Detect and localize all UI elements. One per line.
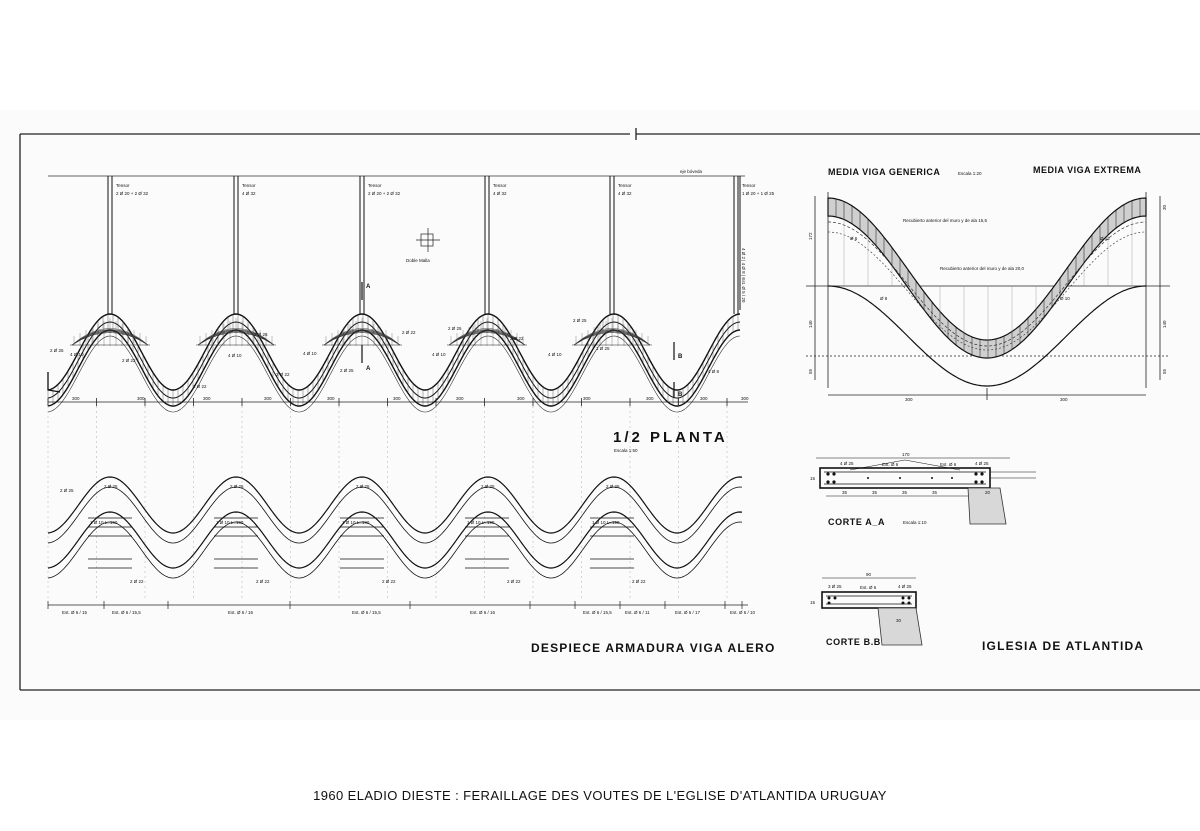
viga-right-dim-3: 55 xyxy=(1162,368,1167,374)
plan-bar-label-8: 4 Ø 10 xyxy=(303,351,317,356)
despiece-label-left: 2 Ø 25 xyxy=(60,488,74,493)
estribo-label-2: Est. Ø 6 / 15,5 xyxy=(112,610,141,615)
corte-aa-dim-4: 35 xyxy=(932,490,938,495)
viga-stirrup-label-2: Ø 8 xyxy=(880,296,888,301)
corte-aa-side: 15 xyxy=(810,476,816,481)
plan-dim-value-3: 300 xyxy=(203,396,211,401)
section-mark-b-bottom: B xyxy=(678,392,683,398)
estribo-label-5: Est. Ø 6 / 16 xyxy=(470,610,496,615)
tensor-label-3: Tensor xyxy=(368,183,382,188)
corte-bb-label-2: Est. Ø 6 xyxy=(860,585,877,590)
plan-bar-label-14: 4 Ø 10 xyxy=(548,352,562,357)
corte-aa-dim-3: 35 xyxy=(902,490,908,495)
plan-dim-value-1: 300 xyxy=(72,396,80,401)
corte-bb-title: CORTE B.B xyxy=(826,637,881,647)
plan-bar-label-12: 2 Ø 25 xyxy=(448,326,462,331)
figure-caption: 1960 ELADIO DIESTE : FERAILLAGE DES VOUTES DE L'EGLISE D'ATLANTIDA URUGUAY xyxy=(313,788,887,803)
plan-dim-value-4: 300 xyxy=(264,396,272,401)
viga-bottom-dim-1: 300 xyxy=(905,397,913,402)
plan-bar-label-9: 2 Ø 25 xyxy=(340,368,354,373)
tensor-spec-1: 2 Ø 20 + 2 Ø 32 xyxy=(116,191,149,196)
plan-bar-label-16: 1 Ø 25 xyxy=(596,346,610,351)
doble-malla-label: Doble Malla xyxy=(406,258,430,263)
media-extrema-title: MEDIA VIGA EXTREMA xyxy=(1033,165,1142,175)
despiece-label-mid-5: 1 Ø 10 L=190 xyxy=(592,520,620,525)
despiece-label-bot-5: 2 Ø 22 xyxy=(632,579,646,584)
estribos-note: 4 Ø 2 | 4 Ø 8 | Est. Ø 5 / 20 xyxy=(741,248,746,303)
viga-left-dim-1: 172 xyxy=(808,232,813,240)
estribo-label-3: Est. Ø 6 / 16 xyxy=(228,610,254,615)
plan-dim-value-6: 300 xyxy=(393,396,401,401)
corte-bb-label-1: 3 Ø 25 xyxy=(828,584,842,589)
tensor-label-1: Tensor xyxy=(116,183,130,188)
plan-axis-label: eje bóveda xyxy=(680,169,703,174)
corte-bb-dim-total: 90 xyxy=(866,572,872,577)
estribo-label-4: Est. Ø 6 / 15,5 xyxy=(352,610,381,615)
corte-aa-dim-2: 35 xyxy=(872,490,878,495)
plan-dim-value-10: 300 xyxy=(646,396,654,401)
despiece-label-mid-1: 1 Ø 10 L=190 xyxy=(90,520,118,525)
corte-bb-side: 15 xyxy=(810,600,816,605)
despiece-label-bot-4: 2 Ø 22 xyxy=(507,579,521,584)
plan-dim-value-2: 300 xyxy=(137,396,145,401)
plan-bar-label-5: 4 Ø 10 xyxy=(228,353,242,358)
viga-stirrup-label-1: Ø 6 xyxy=(850,236,858,241)
plan-dim-value-9: 300 xyxy=(583,396,591,401)
plan-bar-label-7: 2 Ø 22 xyxy=(276,372,290,377)
viga-note-1: Recubierto anterior del muro y de ala 15,5 xyxy=(903,218,988,223)
corte-aa-label-2: Est. Ø 6 xyxy=(882,462,899,467)
estribo-label-7: Est. Ø 6 / 11 xyxy=(625,610,650,615)
estribo-label-1: Est. Ø 6 / 15 xyxy=(62,610,88,615)
plan-dim-value-7: 300 xyxy=(456,396,464,401)
planta-title: 1/2 PLANTA xyxy=(613,429,728,446)
corte-aa-title: CORTE A_A xyxy=(828,517,886,527)
estribo-label-6: Est. Ø 6 / 15,5 xyxy=(583,610,612,615)
plan-bar-label-2: 4 Ø 10 xyxy=(70,352,84,357)
viga-right-dim-1: 30 xyxy=(1162,204,1167,210)
corte-bb-column xyxy=(878,608,922,645)
despiece-label-bot-1: 2 Ø 22 xyxy=(130,579,144,584)
tensor-label-6: Tensor xyxy=(742,183,756,188)
despiece-label-top-5: 2 Ø 25 xyxy=(606,484,620,489)
planta-scale: Escala 1:50 xyxy=(614,448,638,453)
despiece-label-top-2: 2 Ø 25 xyxy=(230,484,244,489)
plan-dim-value-12: 300 xyxy=(741,396,749,401)
corte-aa-label-3: Est. Ø 6 xyxy=(940,462,957,467)
estribo-label-9: Est. Ø 6 / 10 xyxy=(730,610,756,615)
tensor-label-4: Tensor xyxy=(493,183,507,188)
despiece-label-top-4: 2 Ø 25 xyxy=(481,484,495,489)
plan-dim-value-5: 300 xyxy=(327,396,335,401)
plan-bar-label-11: 4 Ø 10 xyxy=(432,352,446,357)
tensor-spec-6: 1 Ø 20 + 1 Ø 25 xyxy=(742,191,775,196)
plan-bar-label-13: 2 Ø 22 xyxy=(510,336,524,341)
plan-bar-label-17: 4 Ø 8 xyxy=(708,369,720,374)
plan-bar-label-10: 2 Ø 22 xyxy=(402,330,416,335)
plan-bar-label-15: 2 Ø 25 xyxy=(573,318,587,323)
tensor-spec-4: 4 Ø 32 xyxy=(493,191,507,196)
corte-aa-dim-total: 170 xyxy=(902,452,910,457)
viga-bottom-dim-2: 300 xyxy=(1060,397,1068,402)
section-mark-a-top: A xyxy=(366,284,371,290)
paper-sheet xyxy=(0,110,1200,720)
viga-stirrup-label-3: Ø 10 xyxy=(1060,296,1070,301)
tensor-label-2: Tensor xyxy=(242,183,256,188)
despiece-label-top-1: 2 Ø 25 xyxy=(104,484,118,489)
corte-aa-scale: Escala 1:10 xyxy=(903,520,927,525)
corte-aa-dim-5: 20 xyxy=(985,490,991,495)
despiece-label-bot-3: 2 Ø 22 xyxy=(382,579,396,584)
corte-aa-label-4: 4 Ø 25 xyxy=(975,461,989,466)
media-generica-title: MEDIA VIGA GENERICA xyxy=(828,167,941,177)
plan-dim-value-8: 300 xyxy=(517,396,525,401)
plan-bar-label-4: 2 Ø 22 xyxy=(193,384,207,389)
tensor-label-5: Tensor xyxy=(618,183,632,188)
viga-left-dim-3: 55 xyxy=(808,368,813,374)
corte-bb-label-3: 4 Ø 25 xyxy=(898,584,912,589)
despiece-label-mid-3: 1 Ø 10 L=190 xyxy=(342,520,370,525)
despiece-title: DESPIECE ARMADURA VIGA ALERO xyxy=(531,641,776,655)
despiece-label-mid-4: 1 Ø 10 L=190 xyxy=(467,520,495,525)
corte-aa-dim-1: 35 xyxy=(842,490,848,495)
iglesia-title: IGLESIA DE ATLANTIDA xyxy=(982,639,1145,653)
section-mark-b-top: B xyxy=(678,354,683,360)
media-generica-scale: Escala 1:20 xyxy=(958,171,982,176)
estribo-label-8: Est. Ø 6 / 17 xyxy=(675,610,701,615)
tensor-spec-2: 4 Ø 32 xyxy=(242,191,256,196)
viga-right-dim-2: 140 xyxy=(1162,320,1167,328)
plan-bar-label-6: 2 Ø 25 xyxy=(254,332,268,337)
despiece-label-mid-2: 1 Ø 10 L=190 xyxy=(216,520,244,525)
viga-left-dim-2: 140 xyxy=(808,320,813,328)
viga-stirrup-label-4: Ø 12 xyxy=(1100,236,1110,241)
corte-bb-dim-col: 30 xyxy=(896,618,902,623)
plan-dim-value-11: 300 xyxy=(700,396,708,401)
viga-note-2: Recubierto anterior del muro y de ala 20,0 xyxy=(940,266,1025,271)
despiece-label-top-3: 2 Ø 25 xyxy=(356,484,370,489)
tensor-spec-5: 4 Ø 32 xyxy=(618,191,632,196)
plan-bar-label-1: 2 Ø 25 xyxy=(50,348,64,353)
section-mark-a-bottom: A xyxy=(366,366,371,372)
despiece-label-bot-2: 2 Ø 22 xyxy=(256,579,270,584)
plan-bar-label-3: 2 Ø 22 xyxy=(122,358,136,363)
tensor-spec-3: 2 Ø 20 + 2 Ø 32 xyxy=(368,191,401,196)
corte-aa-label-1: 4 Ø 25 xyxy=(840,461,854,466)
